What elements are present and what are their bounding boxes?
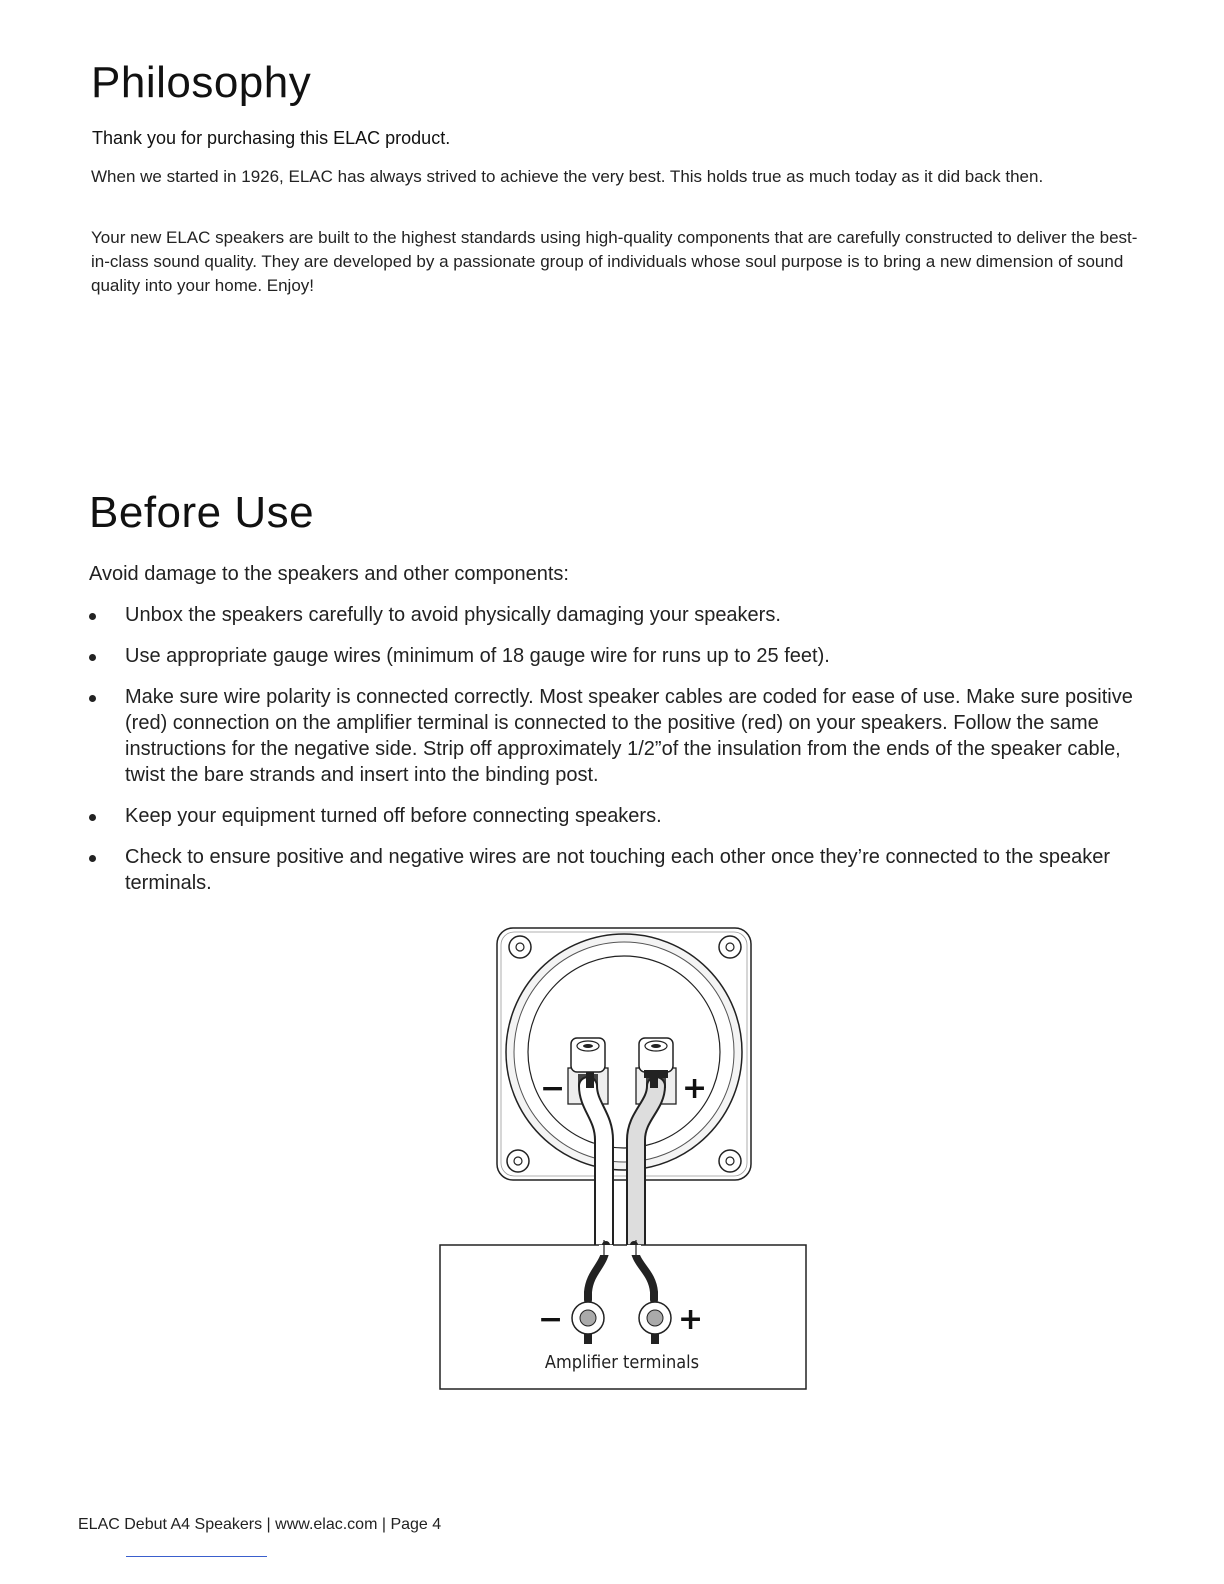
speaker-terminal-plate [497, 928, 751, 1180]
page-footer: ELAC Debut A4 Speakers | www.elac.com | Page 4 [78, 1516, 442, 1533]
bullet-icon [89, 814, 96, 821]
list-item-text: Check to ensure positive and negative wires are not touching each other once they’re connected to the speaker terminals. [125, 846, 1111, 894]
bullet-icon [89, 613, 96, 620]
thank-you-line: Thank you for purchasing this ELAC product. [92, 128, 451, 148]
footer-underline [126, 1556, 267, 1557]
list-item [89, 684, 1159, 788]
bullet-icon [89, 855, 96, 862]
amplifier-positive-sign: + [678, 1302, 704, 1337]
list-item [89, 803, 1159, 829]
list-item-text: Make sure wire polarity is connected correctly. Most speaker cables are coded for ease of use. Make sure positive (red) connection on the amplifier terminal is connected to the positive (red) on your speakers. Follow the same instructions for the negative side. Strip off approximately 1/2”of the insulation from the ends of the speaker cable, twist the bare strands and insert into the binding post. [125, 686, 1133, 786]
speaker-positive-sign: + [682, 1071, 708, 1106]
wiring-diagram [430, 920, 820, 1395]
list-item-text: Keep your equipment turned off before connecting speakers. [125, 805, 662, 827]
list-item [89, 643, 1159, 669]
speaker-negative-sign: − [540, 1071, 566, 1106]
before-use-intro: Avoid damage to the speakers and other components: [89, 563, 569, 585]
philosophy-paragraph-2: Your new ELAC speakers are built to the highest standards using high-quality components that are carefully constructed to deliver the best-in-class sound quality. They are developed by a passionate group of individuals whose soul purpose is to bring a new dimension of sound quality into your home. Enjoy! [91, 228, 1138, 295]
amplifier-negative-sign: − [538, 1302, 564, 1337]
bullet-icon [89, 695, 96, 702]
amplifier-terminals-label: Amplifier terminals [544, 1352, 700, 1373]
list-item-text: Use appropriate gauge wires (minimum of 18 gauge wire for runs up to 25 feet). [125, 645, 830, 667]
before-use-heading: Before Use [89, 488, 315, 537]
list-item-text: Unbox the speakers carefully to avoid physically damaging your speakers. [125, 604, 781, 626]
list-item [89, 844, 1159, 896]
list-item [89, 602, 1159, 628]
before-use-list [89, 602, 1159, 911]
philosophy-paragraph-1: When we started in 1926, ELAC has always strived to achieve the very best. This holds true as much today as it did back then. [91, 167, 1044, 186]
bullet-icon [89, 654, 96, 661]
philosophy-heading: Philosophy [91, 58, 312, 107]
